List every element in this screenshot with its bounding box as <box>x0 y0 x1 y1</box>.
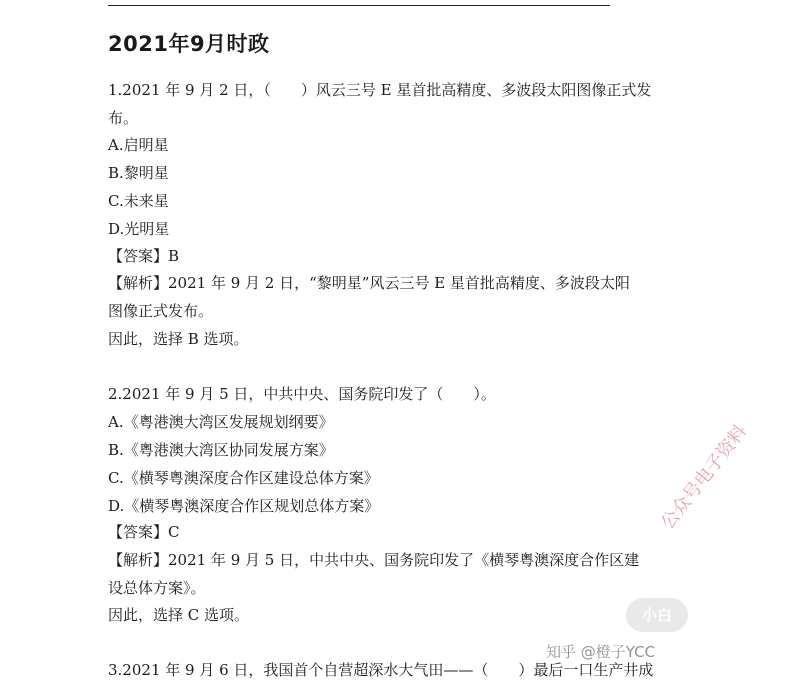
question-1-option-b: B.黎明星 <box>108 164 169 182</box>
question-1-analysis: 【解析】2021 年 9 月 2 日，“黎明星”风云三号 E 星首批高精度、多波段太阳 <box>108 274 630 292</box>
question-1-option-c: C.未来星 <box>108 192 169 210</box>
question-2-stem: 2.2021 年 9 月 5 日，中共中央、国务院印发了（ ）。 <box>108 385 496 403</box>
question-2-analysis: 【解析】2021 年 9 月 5 日，中共中央、国务院印发了《横琴粤澳深度合作区建 <box>108 551 640 569</box>
question-1-option-d: D.光明星 <box>108 220 170 238</box>
watermark-badge: 小白 <box>626 598 688 632</box>
question-2-option-b: B.《粤港澳大湾区协同发展方案》 <box>108 441 334 459</box>
top-rule <box>108 5 610 6</box>
question-1-option-a: A.启明星 <box>108 136 169 154</box>
question-3-stem: 3.2021 年 9 月 6 日，我国首个自营超深水大气田——（ ）最后一口生产井成 <box>108 661 654 679</box>
question-1-analysis-cont: 图像正式发布。 <box>108 302 214 320</box>
question-2-answer: 【答案】C <box>108 523 180 541</box>
question-2-option-d: D.《横琴粤澳深度合作区规划总体方案》 <box>108 497 380 515</box>
question-2-analysis-cont: 设总体方案》。 <box>108 579 206 597</box>
question-2-option-c: C.《横琴粤澳深度合作区建设总体方案》 <box>108 469 379 487</box>
question-1-answer: 【答案】B <box>108 247 180 265</box>
question-2-option-a: A.《粤港澳大湾区发展规划纲要》 <box>108 413 334 431</box>
question-2-conclusion: 因此，选择 C 选项。 <box>108 606 250 624</box>
watermark-zhihu: 知乎 @橙子YCC <box>546 643 656 661</box>
question-1-stem: 1.2021 年 9 月 2 日，（ ）风云三号 E 星首批高精度、多波段太阳图像正式发 <box>108 81 652 99</box>
question-1-conclusion: 因此，选择 B 选项。 <box>108 330 249 348</box>
page-title: 2021年9月时政 <box>108 32 270 56</box>
question-1-stem-cont: 布。 <box>108 109 139 127</box>
watermark-stamp: 公众号电子资料 <box>657 421 752 534</box>
